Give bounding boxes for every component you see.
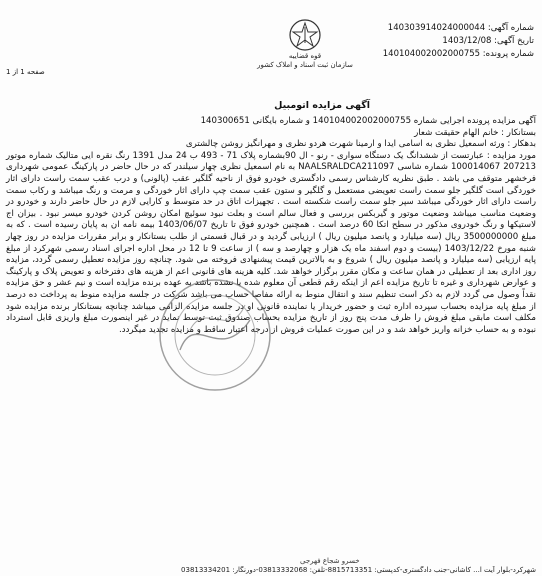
footer-address: شهرکرد-بلوار آیت ا... کاشانی-جنب دادگستری-کدپستی: 8815713351-تلفن: 03813332068-دورنگار: 03813334201 — [181, 566, 536, 574]
signature-name: خسرو شجاع فهرجی — [300, 557, 360, 565]
org-logo — [255, 18, 355, 70]
ad-number: شماره آگهی: 140303914024000044 — [387, 23, 534, 33]
org-line2: سازمان ثبت اسناد و املاک کشور — [257, 61, 353, 69]
ad-metadata — [383, 22, 534, 61]
ad-date: تاریخ آگهی: 1403/12/08 — [442, 36, 534, 46]
document-title: آگهی مزایده اتومبیل — [274, 100, 370, 111]
org-line1: قوه قضاییه — [288, 52, 322, 60]
paragraph-creditor: بستانکار : خانم الهام حقیقت شعار — [414, 127, 536, 138]
paragraph-case: آگهی مزایده پرونده اجرایی شماره 140104002002000755 و شماره بایگانی 140300651 — [200, 116, 536, 126]
paragraph-subject: مورد مزایده : عبارتست از ششدانگ یک دستگاه سواری - رنو - ال 90بشماره پلاک 71 - 493 ب 24 مدل 1391 رنگ نقره ایی متالیک شماره موتور 207213 100014067 شماره شاسی NAALSRALDCA211097 به نام اسمعیل نظری چهار سیلندر که در حال حاضر در پارکینگ عمومی شهرداری فرخشهر متوقف می باشد . طبق نظریه کارشناس رسمی دادگستری خودرو فوق از ناحیه گلگیر عقب (پالونی) و درب عقب سمت راست دارای اثار خوردگی است گلگیر جلو سمت راست تعویضی مستعمل و گلگیر و ستون عقب سمت چپ دارای اثار خوردگی و مرمت و رنگ میباشد و رکاب سمت راست دارای اثار خوردگی میباشد سپر جلو سمت راست شکسته است . تجهیزات اتاق در حد متوسط و کارایی لازم در حال حاضر دارند و خودرو در وضعیت مناسب میباشد وضعیت موتور و گیربکس بررسی و فعال سالم است و بعلت نبود سوئیچ امکان روشن کردن خودرو میسر نبود . بیزان اج لاستیکها و رنگ خودروی مذکور در سطح اتکا 60 درصد است . همچنین خودرو فوق تا تاریخ 1403/06/07 بیمه نامه ان به پایان رسیده است . که به مبلغ 3500000000 ریال (سه میلیارد و پانصد میلیون ریال ) ارزیابی گردید و در قبال قسمتی از طلب بستانکار و برابر مقررات مزایده در روز چهار شنبه مورخ 1403/12/22 (بیست و دوم اسفند ماه یک هزار و چهارصد و سه ) از ساعت 9 تا 12 در محل اداره اجرای اسناد رسمی شهرکرد از مبلغ پایه ارزیابی (سه میلیارد و پانصد میلیون ریال ) شروع و به بالاترین قیمت پیشنهادی فروخته می شود. چنانچه روز مزایده تعطیل رسمی گردد، مزایده روز اداری بعد از تعطیلی در همان ساعت و مکان مقرر برگزار خواهد شد. کلیه هزینه های قانونی اعم از هزینه های دفترخانه و تعویض پلاک و پارکینگ و عوارض شهرداری و غیره تا تاریخ مزایده اعم از اینکه رقم قطعی آن معلوم شده یا نشده باشد به عهده برنده مزایده است و نیم عشر و حق مزایده نقداً وصول می گردد لازم به ذکر است تنظیم سند و انتقال منوط به ارائه مفاصا حساب می باشد شرکت در جلسه مزایده منوط به پرداخت ده درصد از مبلغ پایه مزایده بحساب سپرده اداره ثبت و حضور خریدار یا نماینده قانونی او در جلسه مزایده الزامی میباشد چنانچه بستانکار برنده مزایده شود مکلف است مابقی مبلغ فروش را ظرف مدت پنج روز از تاریخ مزایده بحساب صندوق ثبت توسط نماید در غیر اینصورت مبلغ واریزی قابل استرداد نبوده و به حساب خزانه واریز خواهد شد و در این صورت عملیات فروش از درجه اعتبار ساقط و مزایده تجدید میگردد. — [6, 150, 537, 335]
paragraph-debtor: بدهکار : ورثه اسمعیل نظری به اسامی ایدا و ارمینا شهرت هردو نظری و مهرانگیز روشن چالشتری — [185, 139, 536, 150]
official-stamp-icon — [150, 270, 280, 400]
emblem-icon — [288, 18, 322, 52]
page-number: صفحه 1 از 1 — [6, 68, 45, 76]
case-number: شماره پرونده: 140104002002000755 — [382, 49, 534, 59]
